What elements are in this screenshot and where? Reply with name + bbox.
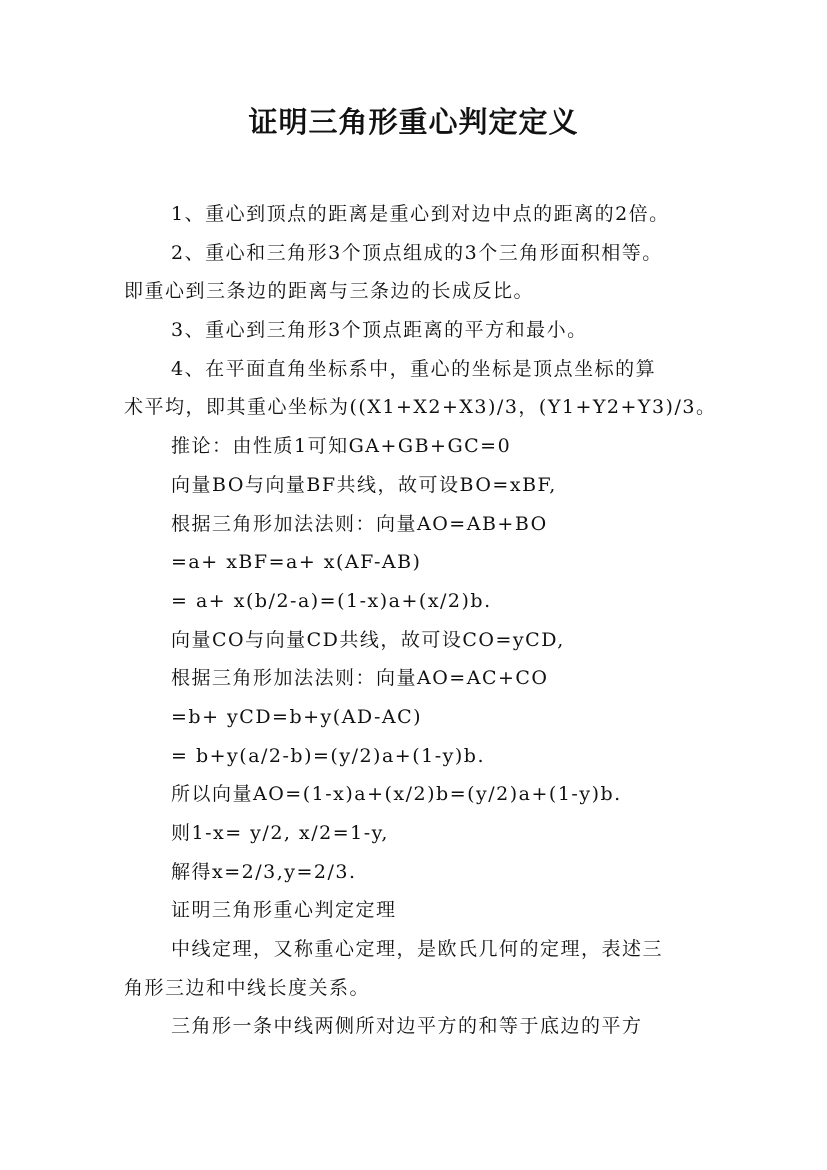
paragraph-line: 中线定理，又称重心定理，是欧氏几何的定理，表述三 [171,938,664,961]
document-title: 证明三角形重心判定定义 [248,105,579,139]
paragraph-line: =b+ yCD=b+y(AD-AC) [171,705,423,728]
paragraph-line: = a+ x(b/2-a)=(1-x)a+(x/2)b. [171,589,492,612]
document-body [124,195,724,1046]
paragraph-line: 向量CO与向量CD共线，故可设CO=yCD, [171,628,565,651]
paragraph-line: 根据三角形加法法则：向量AO=AB+BO [171,512,548,535]
paragraph-line: 证明三角形重心判定定理 [171,899,397,922]
paragraph-line: =a+ xBF=a+ x(AF-AB) [171,551,422,574]
paragraph-line: 即重心到三条边的距离与三条边的长成反比。 [124,280,535,303]
paragraph-line: 1、重心到顶点的距离是重心到对边中点的距离的2倍。 [171,203,670,225]
paragraph-line: 向量BO与向量BF共线，故可设BO=xBF, [171,473,557,496]
paragraph-line: 所以向量AO=(1-x)a+(x/2)b=(y/2)a+(1-y)b. [171,783,622,806]
paragraph-line: 2、重心和三角形3个顶点组成的3个三角形面积相等。 [171,241,663,264]
paragraph-line: 三角形一条中线两侧所对边平方的和等于底边的平方 [171,1015,643,1038]
paragraph-line: 4、在平面直角坐标系中，重心的坐标是顶点坐标的算 [171,357,657,380]
paragraph-line: 解得x=2/3,y=2/3. [171,860,357,883]
paragraph-line: 则1-x= y/2, x/2=1-y, [171,822,389,844]
paragraph-line: 推论：由性质1可知GA+GB+GC=0 [171,435,512,458]
paragraph-line: = b+y(a/2-b)=(y/2)a+(1-y)b. [171,744,485,767]
paragraph-line: 3、重心到三角形3个顶点距离的平方和最小。 [171,319,588,342]
paragraph-line: 角形三边和中线长度关系。 [124,976,371,999]
paragraph-line: 术平均，即其重心坐标为((X1+X2+X3)/3，(Y1+Y2+Y3)/3。 [124,396,717,419]
paragraph-line: 根据三角形加法法则：向量AO=AC+CO [171,667,549,690]
